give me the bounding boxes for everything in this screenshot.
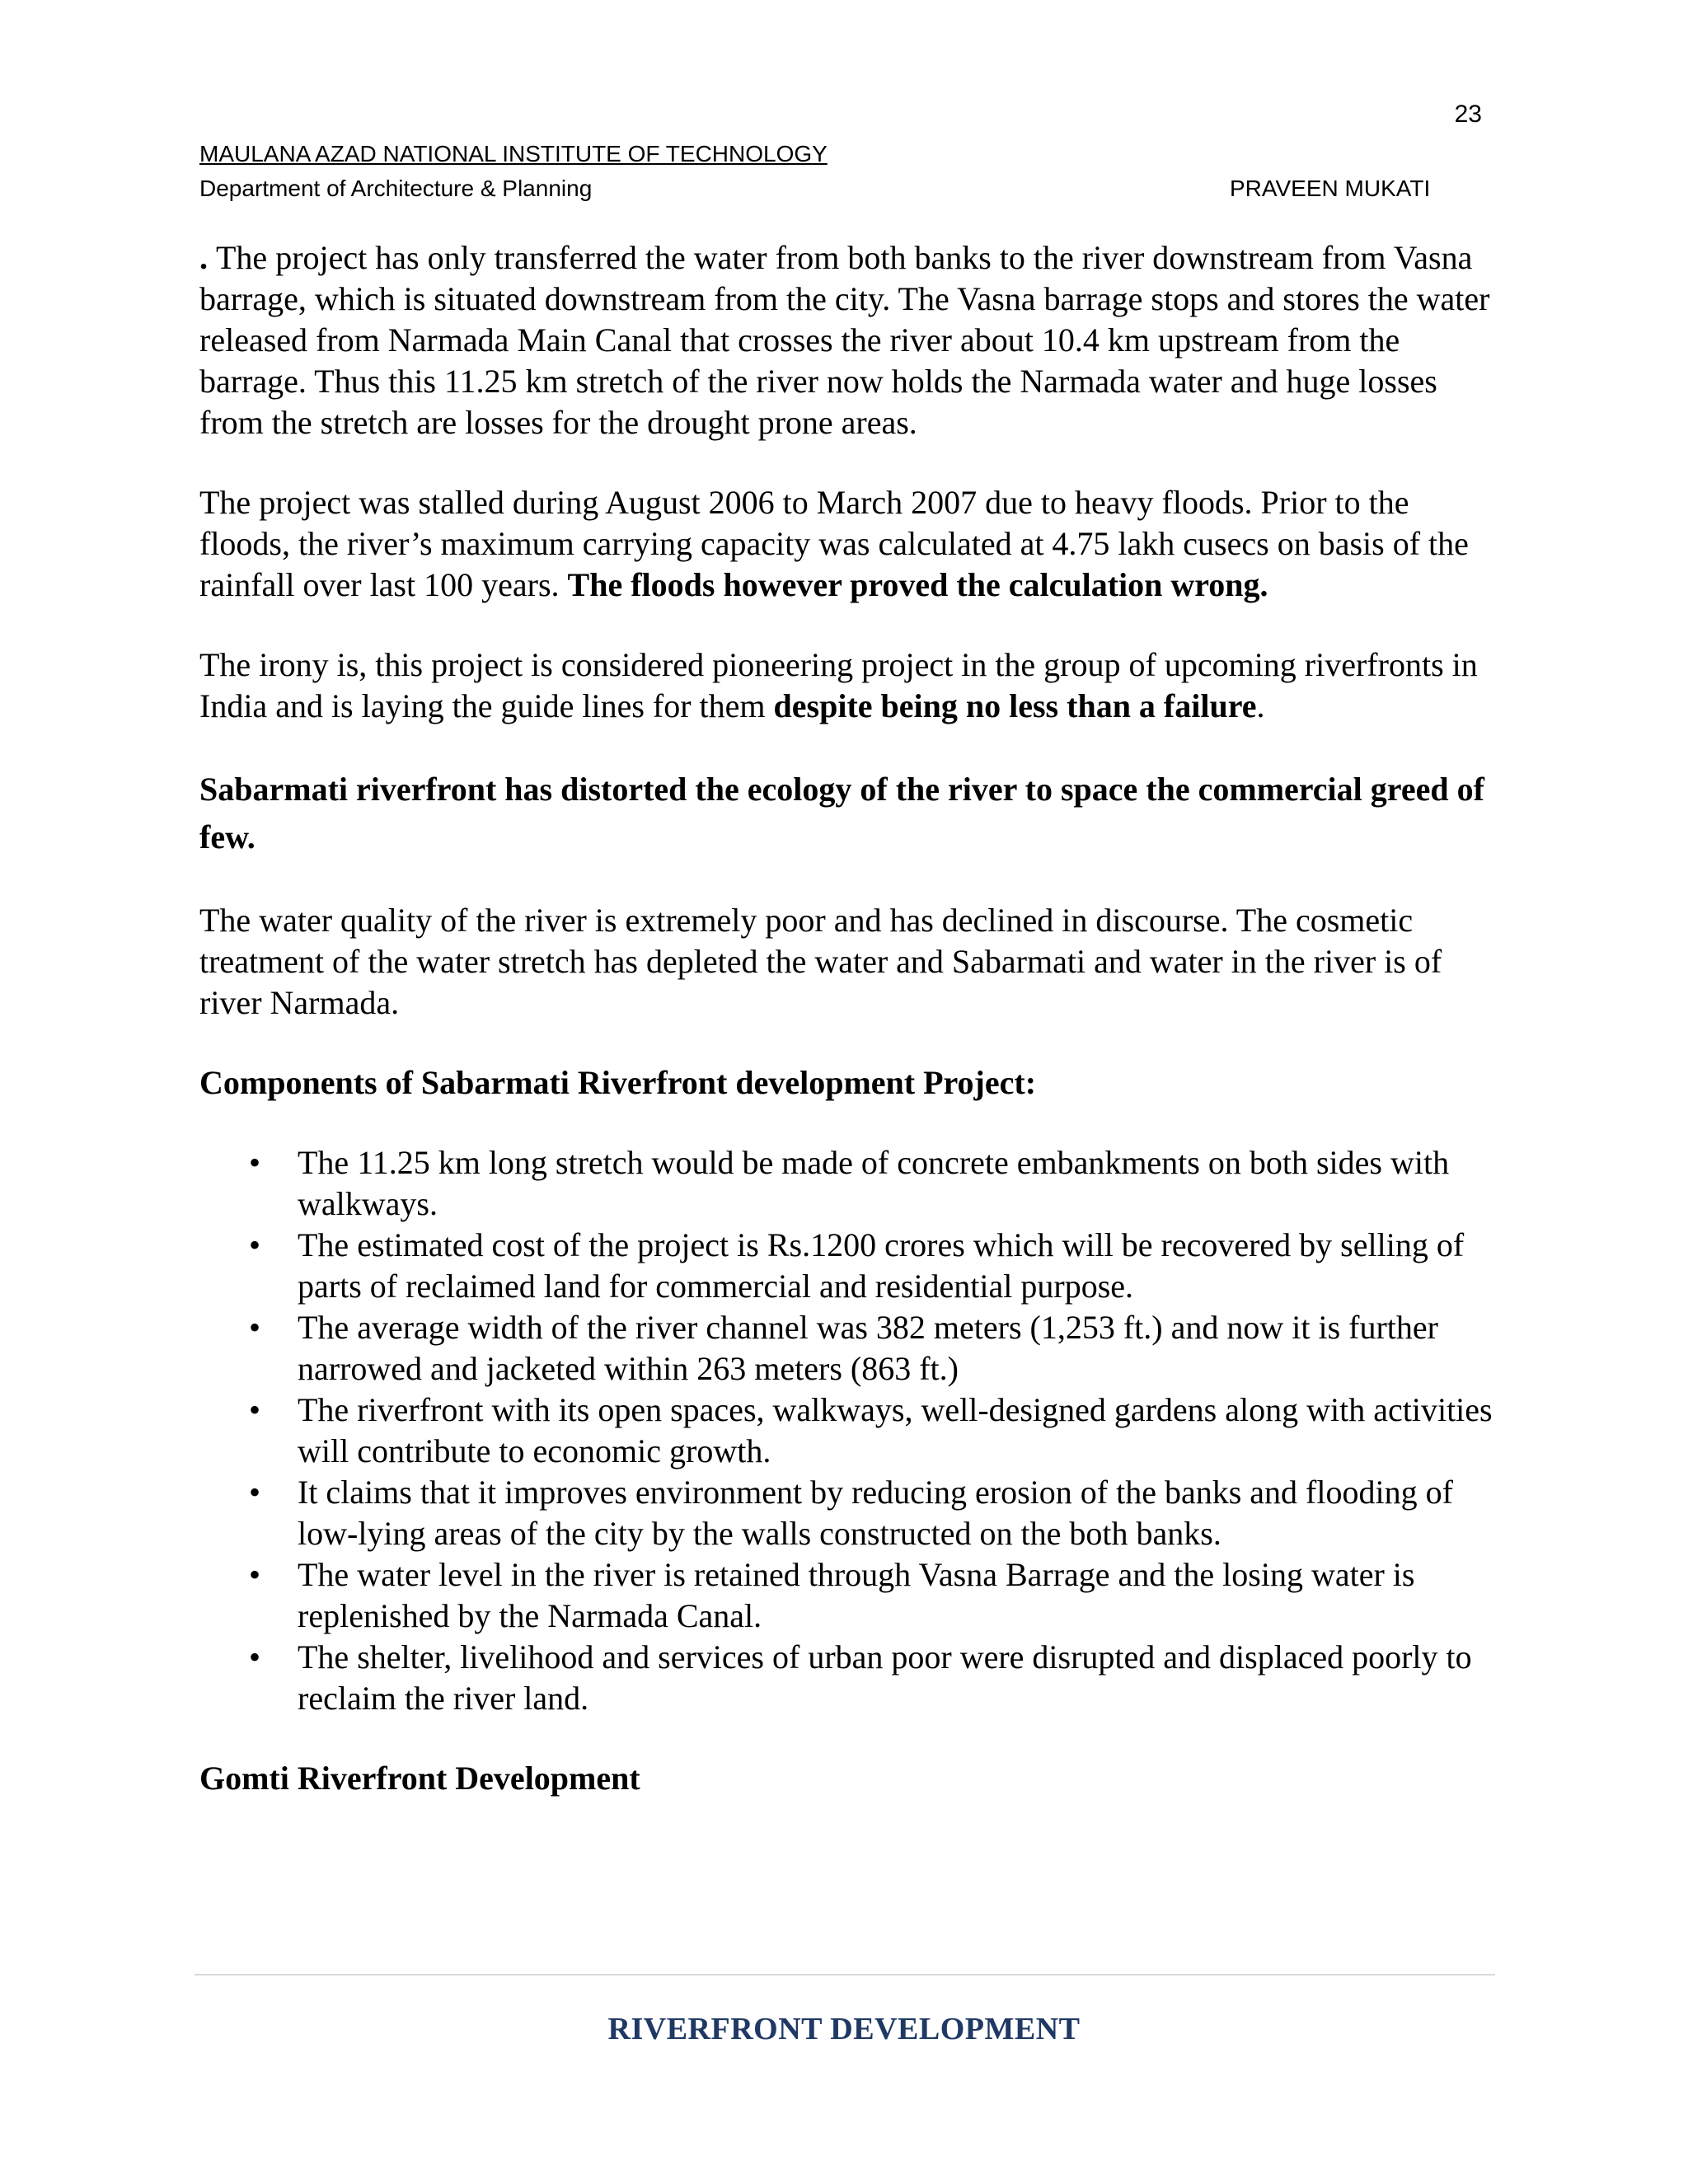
list-item — [199, 1554, 1498, 1637]
paragraph-3-text: The irony is, this project is considered pioneering project in the group of upcoming riverfronts in India and is laying the guide lines for them — [199, 646, 1478, 724]
list-item — [199, 1225, 1498, 1307]
author-name: PRAVEEN MUKATI — [1230, 176, 1431, 201]
list-item-text: The riverfront with its open spaces, walkways, well-designed gardens along with activities will contribute to economic growth. — [298, 1391, 1493, 1469]
list-item — [199, 1472, 1498, 1554]
list-item — [199, 1307, 1498, 1390]
bullet-icon: • — [249, 1309, 261, 1346]
bullet-icon: • — [249, 1391, 261, 1428]
list-item-text: The estimated cost of the project is Rs.1200 crores which will be recovered by selling of parts of reclaimed land for commercial and residential purpose. — [298, 1226, 1465, 1305]
bullet-icon: • — [249, 1638, 261, 1675]
list-item-text: It claims that it improves environment by reducing erosion of the banks and flooding of low-lying areas of the city by the walls constructed on the both banks. — [298, 1474, 1453, 1552]
header-row — [199, 171, 1436, 206]
list-item-text: The water level in the river is retained through Vasna Barrage and the losing water is replenished by the Narmada Canal. — [298, 1556, 1415, 1634]
paragraph-2 — [199, 482, 1498, 606]
components-list — [199, 1142, 1498, 1719]
paragraph-2-text: The project was stalled during August 2006 to March 2007 due to heavy floods. Prior to the floods, the river’s maximum carrying capacity was calculated at 4.75 lakh cusecs on basis of the rainfall over last 100 years. — [199, 484, 1469, 603]
list-item — [199, 1390, 1498, 1472]
bullet-icon: • — [249, 1144, 261, 1181]
list-item — [199, 1142, 1498, 1225]
page-content — [199, 237, 1498, 1838]
paragraph-1 — [199, 237, 1498, 443]
list-item-text: The 11.25 km long stretch would be made of concrete embankments on both sides with walkways. — [298, 1144, 1450, 1222]
paragraph-3-end: . — [1256, 687, 1265, 724]
page-number: 23 — [1454, 101, 1482, 128]
institute-name: MAULANA AZAD NATIONAL INSTITUTE OF TECHNOLOGY — [199, 141, 828, 166]
paragraph-3 — [199, 644, 1498, 727]
bullet-icon: • — [249, 1474, 261, 1511]
section-heading-gomti: Gomti Riverfront Development — [199, 1760, 640, 1797]
paragraph-2-bold: The floods however proved the calculation wrong. — [567, 566, 1268, 603]
page-header — [199, 137, 1436, 206]
paragraph-4: The water quality of the river is extremely poor and has declined in discourse. The cosmetic treatment of the water stretch has depleted the water and Sabarmati and water in the river is of river Narmada. — [199, 902, 1442, 1021]
list-item-text: The shelter, livelihood and services of urban poor were disrupted and displaced poorly to reclaim the river land. — [298, 1638, 1472, 1717]
list-item-text: The average width of the river channel was 382 meters (1,253 ft.) and now it is further narrowed and jacketed within 263 meters (863 ft.) — [298, 1309, 1438, 1387]
section-heading-components: Components of Sabarmati Riverfront development Project: — [199, 1064, 1037, 1101]
footer-title: RIVERFRONT DEVELOPMENT — [607, 2012, 1081, 2046]
paragraph-3-bold: despite being no less than a failure — [773, 687, 1257, 724]
footer-divider — [195, 1974, 1495, 1975]
paragraph-1-text: The project has only transferred the water from both banks to the river downstream from Vasna barrage, which is situated downstream from the city. The Vasna barrage stops and stores the water released from Narmada Main Canal that crosses the river about 10.4 km upstream from the barrage. Thus this 11.25 km stretch of the river now holds the Narmada water and huge losses from the stretch are losses for the drought prone areas. — [199, 239, 1490, 441]
paragraph-1-lead: . — [199, 239, 216, 276]
section-heading-sabarmati-ecology: Sabarmati riverfront has distorted the ecology of the river to space the commercial greed of few. — [199, 771, 1484, 855]
bullet-icon: • — [249, 1556, 261, 1593]
list-item — [199, 1637, 1498, 1719]
department-name: Department of Architecture & Planning — [199, 176, 593, 201]
bullet-icon: • — [249, 1226, 261, 1263]
